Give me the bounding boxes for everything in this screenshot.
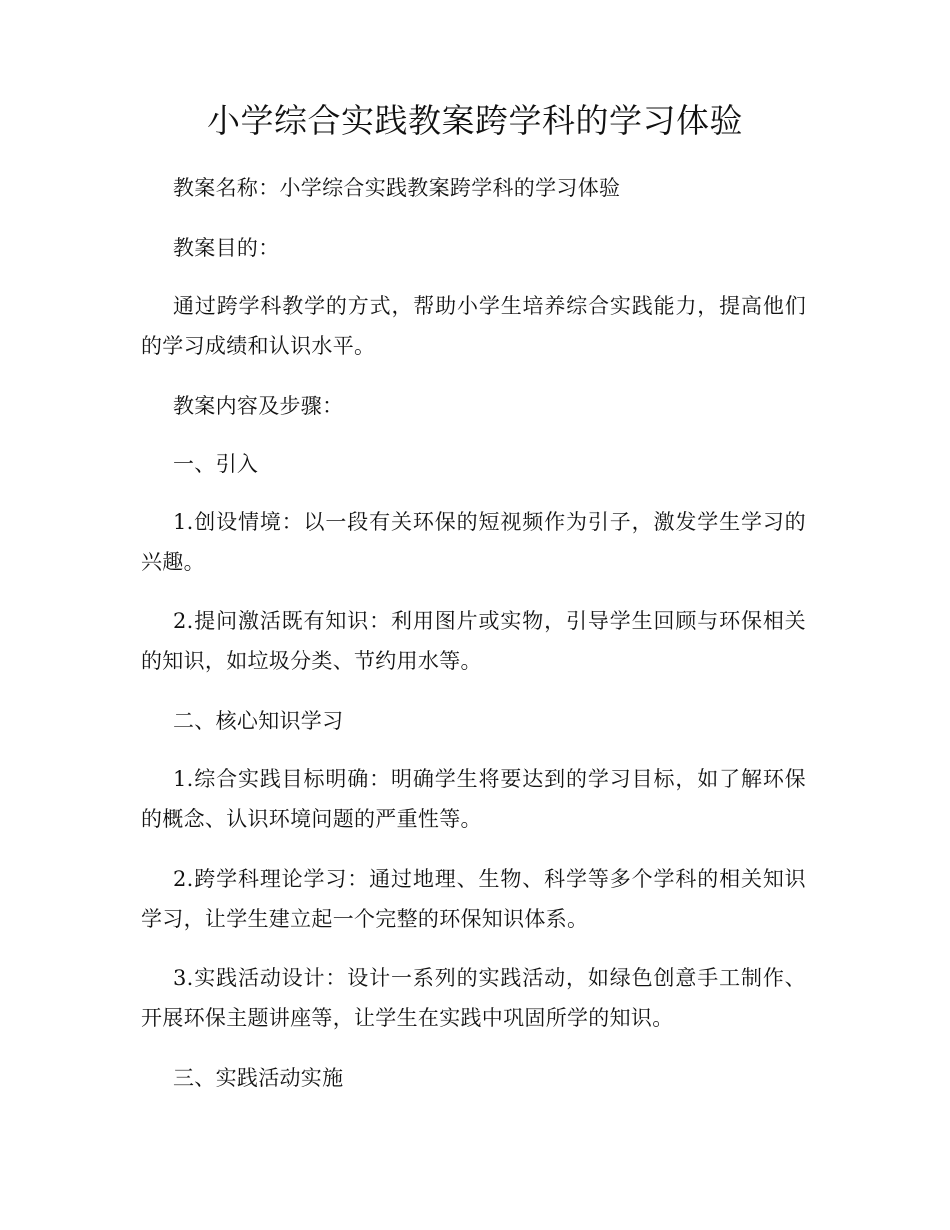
content-steps-heading: 教案内容及步骤： [173,394,344,418]
lesson-goal-heading: 教案目的： [173,236,280,260]
lesson-name-line: 教案名称：小学综合实践教案跨学科的学习体验 [173,176,621,200]
lesson-goal-text: 通过跨学科教学的方式，帮助小学生培养综合实践能力，提高他们的学习成绩和认识水平。 [141,294,806,358]
core-step-3: 3.实践活动设计：设计一系列的实践活动，如绿色创意手工制作、开展环保主题讲座等，让学生在实践中巩固所学的知识。 [141,966,806,1030]
section-heading-practice: 三、实践活动实施 [173,1066,344,1090]
intro-step-1: 1.创设情境：以一段有关环保的短视频作为引子，激发学生学习的兴趣。 [141,510,806,574]
section-heading-core: 二、核心知识学习 [173,709,344,733]
core-step-1: 1.综合实践目标明确：明确学生将要达到的学习目标，如了解环保的概念、认识环境问题的严重性等。 [141,767,806,831]
core-step-2: 2.跨学科理论学习：通过地理、生物、科学等多个学科的相关知识学习，让学生建立起一个完整的环保知识体系。 [141,867,806,931]
document-title: 小学综合实践教案跨学科的学习体验 [207,101,743,140]
intro-step-2: 2.提问激活既有知识：利用图片或实物，引导学生回顾与环保相关的知识，如垃圾分类、节约用水等。 [141,609,806,673]
section-heading-intro: 一、引入 [173,452,259,476]
